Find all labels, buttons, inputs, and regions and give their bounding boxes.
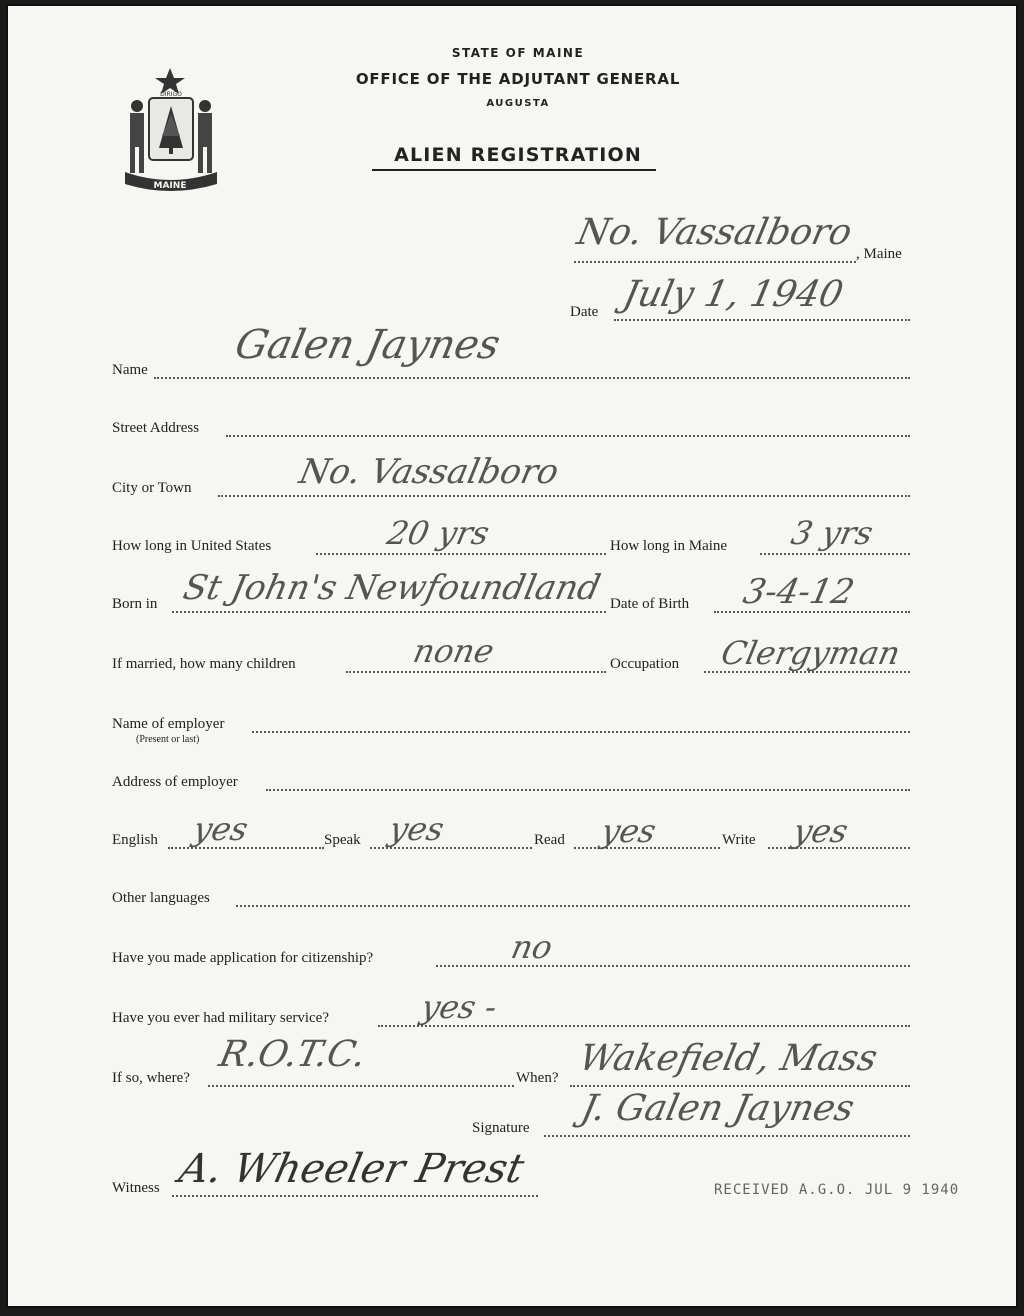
date-value[interactable]: July 1, 1940 (619, 274, 847, 315)
registration-form (6, 4, 1018, 1308)
name-label: Name (112, 362, 148, 378)
seal-label: MAINE (153, 181, 187, 191)
military-value[interactable]: yes - (417, 988, 501, 1026)
city-value[interactable]: No. Vassalboro (295, 452, 563, 492)
seal-motto: DIRIGO (160, 91, 182, 98)
speak-label: Speak (324, 832, 361, 848)
english-value[interactable]: yes (189, 810, 252, 848)
how-long-maine-label: How long in Maine (610, 538, 728, 554)
when-label: When? (516, 1070, 559, 1086)
date-label: Date (570, 304, 599, 320)
read-label: Read (534, 832, 565, 848)
street-line (226, 435, 910, 437)
signature-line (544, 1135, 910, 1137)
born-in-line (172, 611, 606, 613)
name-value[interactable]: Galen Jaynes (231, 322, 505, 368)
maine-label: , Maine (856, 246, 902, 262)
write-label: Write (722, 832, 756, 848)
office-heading: OFFICE OF THE ADJUTANT GENERAL (355, 70, 681, 88)
form-title: ALIEN REGISTRATION (394, 144, 642, 166)
employer-sub-label: (Present or last) (136, 734, 200, 745)
write-value[interactable]: yes (789, 812, 852, 850)
how-long-maine-value[interactable]: 3 yrs (787, 514, 877, 552)
state-heading: STATE OF MAINE (451, 46, 585, 60)
dob-label: Date of Birth (610, 596, 690, 612)
signature-label: Signature (472, 1120, 530, 1136)
witness-line (172, 1195, 538, 1197)
occupation-value[interactable]: Clergyman (717, 634, 904, 672)
city-heading: AUGUSTA (486, 98, 550, 109)
town-value[interactable]: No. Vassalboro (573, 212, 856, 253)
when-value[interactable]: Wakefield, Mass (575, 1038, 881, 1079)
employer-line (252, 731, 910, 733)
citizenship-label: Have you made application for citizenship? (112, 950, 374, 966)
born-in-value[interactable]: St John's Newfoundland (179, 568, 604, 608)
where-value[interactable]: R.O.T.C. (215, 1034, 370, 1075)
other-languages-label: Other languages (112, 890, 210, 906)
how-long-us-label: How long in United States (112, 538, 272, 554)
occupation-label: Occupation (610, 656, 680, 672)
speak-value[interactable]: yes (385, 810, 448, 848)
signature-value[interactable]: J. Galen Jaynes (577, 1088, 858, 1129)
date-line (614, 319, 910, 321)
dob-value[interactable]: 3-4-12 (739, 572, 858, 612)
children-value[interactable]: none (409, 632, 498, 670)
citizenship-value[interactable]: no (507, 928, 556, 966)
other-languages-line (236, 905, 910, 907)
town-line (574, 261, 856, 263)
employer-address-label: Address of employer (112, 774, 238, 790)
military-label: Have you ever had military service? (112, 1010, 329, 1026)
street-label: Street Address (112, 420, 200, 436)
how-long-maine-line (760, 553, 910, 555)
born-in-label: Born in (112, 596, 158, 612)
city-label: City or Town (112, 480, 192, 496)
children-line (346, 671, 606, 673)
read-value[interactable]: yes (597, 812, 660, 850)
name-line (154, 377, 910, 379)
witness-value[interactable]: A. Wheeler Prest (175, 1146, 529, 1192)
received-stamp: RECEIVED A.G.O. JUL 9 1940 (714, 1182, 960, 1198)
children-label: If married, how many children (112, 656, 296, 672)
witness-label: Witness (112, 1180, 160, 1196)
how-long-us-line (316, 553, 606, 555)
employer-address-line (266, 789, 910, 791)
city-line (218, 495, 910, 497)
employer-label: Name of employer (112, 716, 225, 732)
title-underline (372, 169, 656, 171)
english-label: English (112, 832, 158, 848)
how-long-us-value[interactable]: 20 yrs (383, 514, 493, 552)
when-line (570, 1085, 910, 1087)
maine-seal-icon (113, 66, 228, 196)
where-line (208, 1085, 514, 1087)
where-label: If so, where? (112, 1070, 190, 1086)
